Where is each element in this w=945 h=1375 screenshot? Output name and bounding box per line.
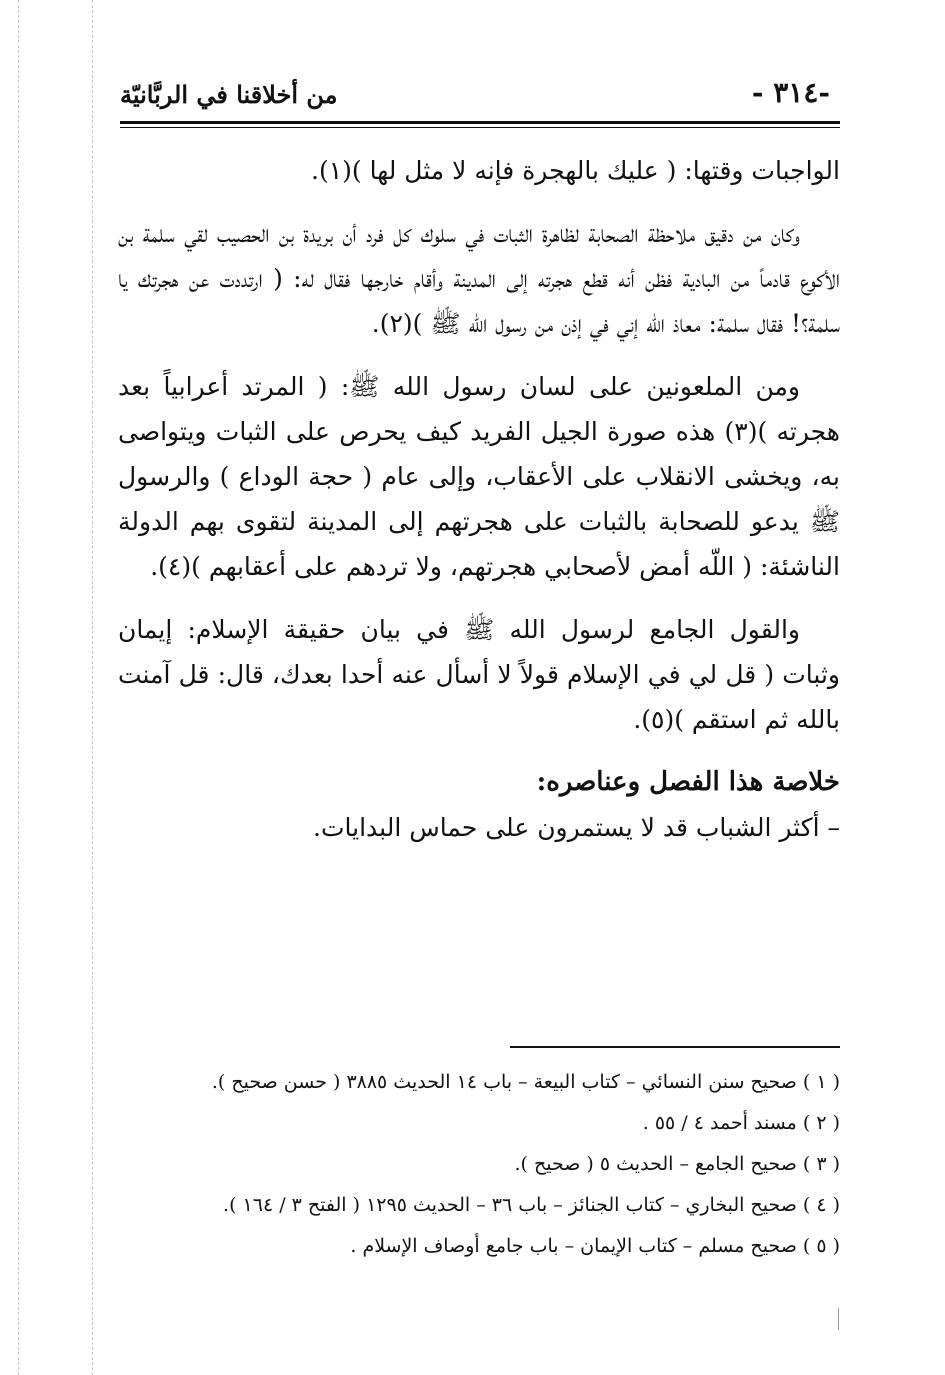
- paragraph-1: الواجبات وقتها: ( عليك بالهجرة فإنه لا مثل لها )(١).: [311, 156, 840, 185]
- paragraph-4: والقول الجامع لرسول الله ﷺ في بيان حقيقة الإسلام: إيمان وثبات ( قل لي في الإسلام قولاً لا أسأل عنه أحدا بعدك، قال: قل آمنت بالله ثم استقم )(٥).: [118, 615, 840, 734]
- footnote-1: ( ١ ) صحيح سنن النسائي – كتاب البيعة – باب ١٤ الحديث ٣٨٨٥ ( حسن صحيح ).: [211, 1071, 840, 1093]
- page-header: [120, 70, 840, 120]
- summary-heading: خلاصة هذا الفصل وعناصره:: [536, 767, 840, 797]
- footnote-2: ( ٢ ) مسند أحمد ٤ / ٥٥ .: [642, 1112, 840, 1134]
- header-rule-thin: [120, 127, 840, 128]
- main-text: [118, 148, 840, 850]
- footnote-separator: [510, 1046, 840, 1048]
- inner-scan-edge-dots: [92, 0, 93, 1375]
- header-rule-thick: [120, 121, 840, 124]
- footnote-3: ( ٣ ) صحيح الجامع – الحديث ٥ ( صحيح ).: [514, 1153, 840, 1175]
- footnotes: [118, 1062, 840, 1267]
- summary-item: – أكثر الشباب قد لا يستمرون على حماس البدايات.: [313, 813, 840, 842]
- footnote-5: ( ٥ ) صحيح مسلم – كتاب الإيمان – باب جامع أوصاف الإسلام .: [350, 1235, 840, 1257]
- paragraph-3: ومن الملعونين على لسان رسول الله ﷺ: ( المرتد أعرابياً بعد هجرته )(٣) هذه صورة الجيل الفريد كيف يحرص على الثبات ويتواصى به، ويخشى الانقلاب على الأعقاب، وإلى عام ( حجة الوداع ) والرسول ﷺ يدعو للصحابة بالثبات على هجرتهم إلى المدينة لتقوى بهم الدولة الناشئة: ( اللّه أمض لأصحابي هجرتهم، ولا تردهم على أعقابهم )(٤).: [118, 372, 840, 581]
- left-scan-edge-dots: [18, 0, 19, 1375]
- page-number: -٣١٤ -: [751, 76, 830, 109]
- scan-margin-mark: [838, 1308, 839, 1330]
- paragraph-2: وكان من دقيق ملاحظة الصحابة لظاهرة الثبات في سلوك كل فرد أن بريدة بن الحصيب لقي سلمة بن الأكوع قادماً من البادية فظن أنه قطع هجرته إلى المدينة وأقام خارجها فقال له: ( ارتددت عن هجرتك يا سلمة؟! فقال سلمة: معاذ الله إني في إذن من رسول الله ﷺ )(٢).: [118, 219, 840, 338]
- footnote-4: ( ٤ ) صحيح البخاري – كتاب الجنائز – باب ٣٦ – الحديث ١٢٩٥ ( الفتح ٣ / ١٦٤ ).: [223, 1194, 840, 1216]
- running-title: من أخلاقنا في الربَّانيّة: [120, 80, 338, 109]
